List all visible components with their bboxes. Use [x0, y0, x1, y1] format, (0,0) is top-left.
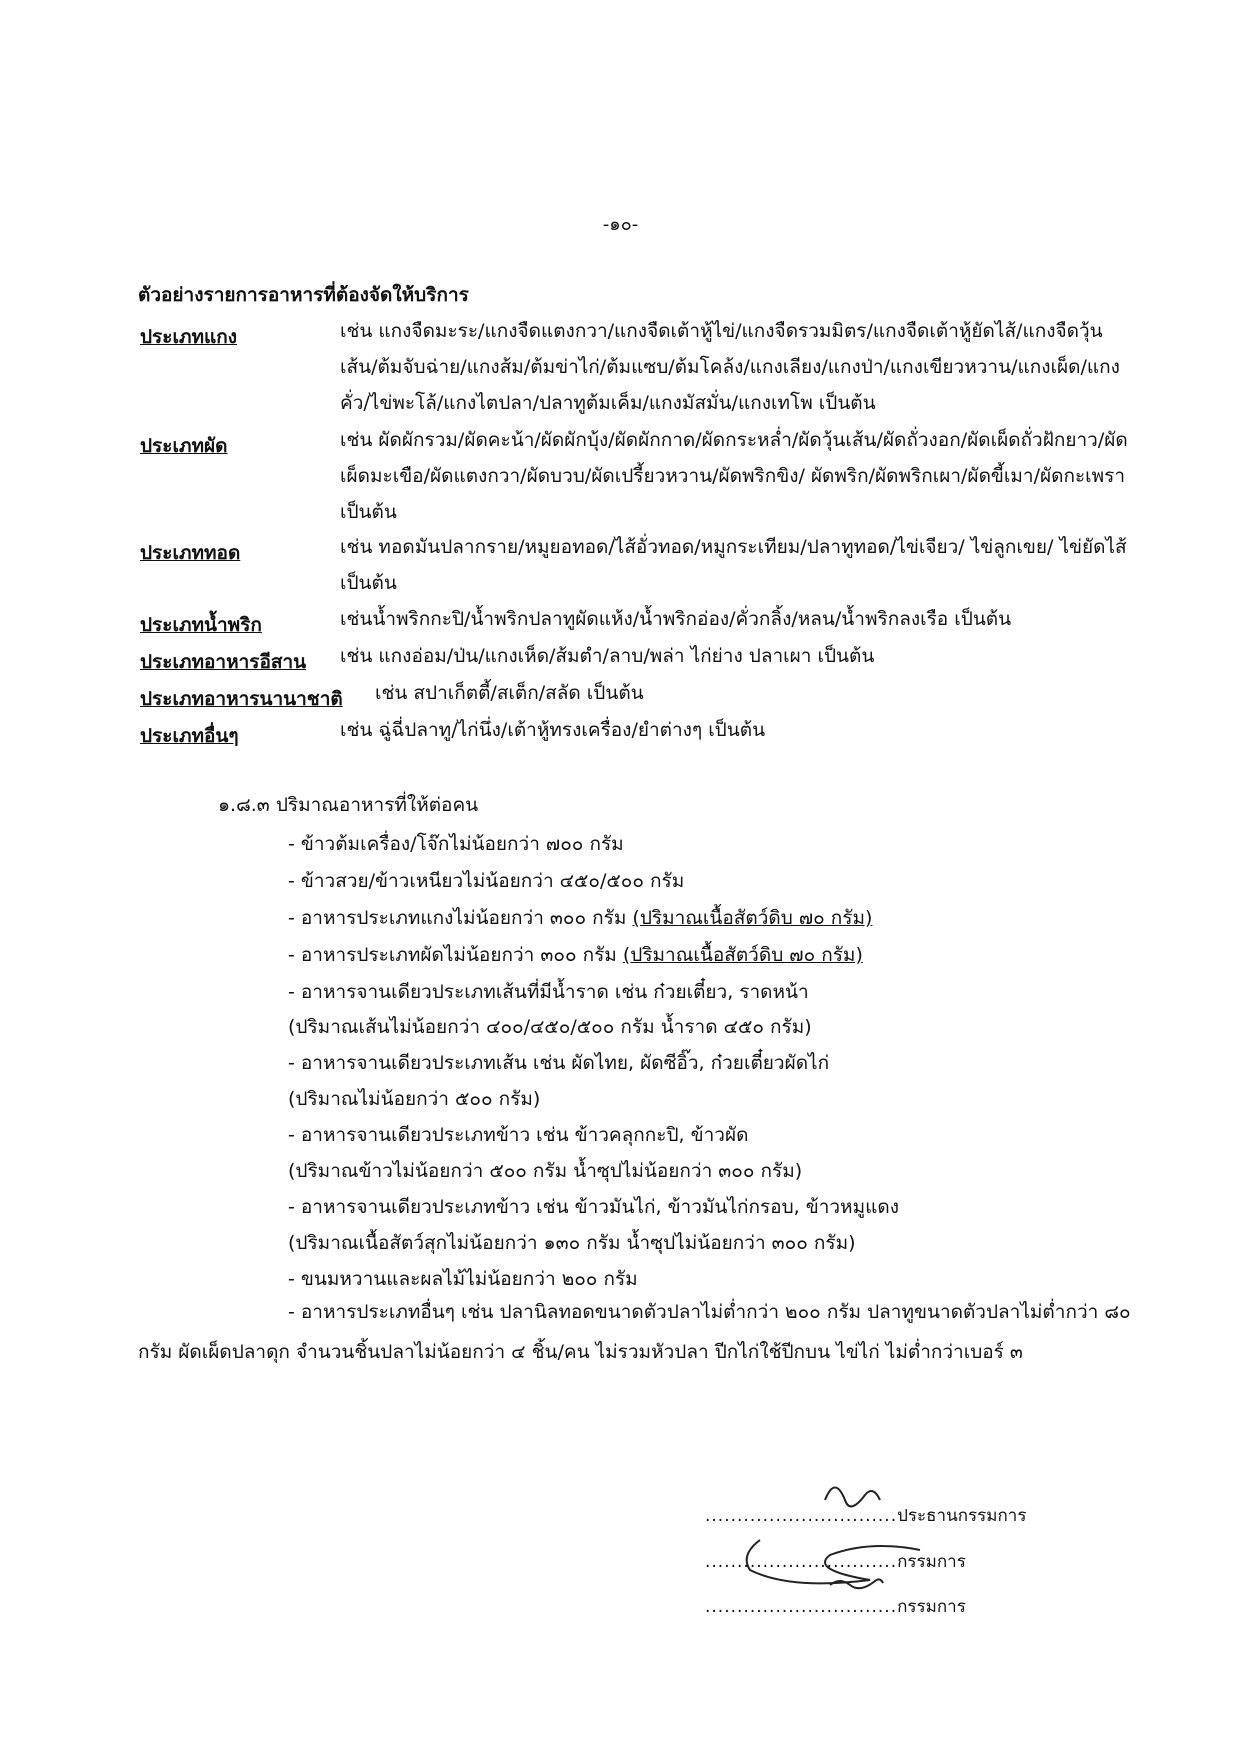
portion-item	[288, 903, 872, 933]
portion-item: - ข้าวต้มเครื่อง/โจ๊กไม่น้อยกว่า ๗๐๐ กรัม	[288, 833, 624, 855]
category-text-others: เช่น ฉู่ฉี่ปลาทู/ไก่นึ่ง/เต้าหู้ทรงเครื่อง/ยำต่างๆ เป็นต้น	[340, 719, 766, 741]
signature-dots: ..............................	[705, 1552, 898, 1572]
signature-line-member-2	[705, 1593, 966, 1620]
signature-role: ประธานกรรมการ	[897, 1506, 1027, 1526]
portion-text: - อาหารประเภทแกงไม่น้อยกว่า ๓๐๐ กรัม	[288, 907, 633, 929]
portion-item: - ขนมหวานและผลไม้ไม่น้อยกว่า ๒๐๐ กรัม	[288, 1268, 638, 1290]
portion-heading: ๑.๘.๓ ปริมาณอาหารที่ให้ต่อคน	[218, 794, 479, 816]
category-label-stirfry: ประเภทผัด	[140, 435, 228, 457]
signature-role: กรรมการ	[897, 1597, 966, 1617]
category-label-others: ประเภทอื่นๆ	[140, 725, 239, 747]
signature-dots: ..............................	[705, 1506, 898, 1526]
portion-item: - อาหารจานเดียวประเภทเส้นที่มีน้ำราด เช่น ก๋วยเตี๋ยว, ราดหน้า	[288, 981, 809, 1003]
category-label-chili-paste: ประเภทน้ำพริก	[140, 614, 262, 636]
portion-item: - อาหารจานเดียวประเภทข้าว เช่น ข้าวมันไก่, ข้าวมันไก่กรอบ, ข้าวหมูแดง	[288, 1196, 899, 1218]
category-text-stirfry: เช่น ผัดผักรวม/ผัดคะน้า/ผัดผักบุ้ง/ผัดผักกาด/ผัดกระหล่ำ/ผัดวุ้นเส้น/ผัดถั่วงอก/ผัดเผ็ดถั่วฝักยาว/ผัดเผ็ดมะเขือ/ผัดแตงกวา/ผัดบวบ/ผัดเปรี้ยวหวาน/ผัดพริกขิง/ ผัดพริก/ผัดพริกเผา/ผัดขี้เมา/ผัดกะเพรา เป็นต้น	[340, 429, 1128, 523]
section-heading: ตัวอย่างรายการอาหารที่ต้องจัดให้บริการ	[138, 284, 469, 306]
category-text-isan: เช่น แกงอ่อม/ป่น/แกงเห็ด/ส้มตำ/ลาบ/พล่า ไก่ย่าง ปลาเผา เป็นต้น	[340, 645, 875, 667]
category-text-chili-paste: เช่นน้ำพริกกะปิ/น้ำพริกปลาทูผัดแห้ง/น้ำพริกอ่อง/คั่วกลิ้ง/หลน/น้ำพริกลงเรือ เป็นต้น	[340, 608, 1012, 630]
page-number: -๑๐-	[602, 214, 639, 235]
category-label-international: ประเภทอาหารนานาชาติ	[140, 688, 343, 710]
category-label-isan: ประเภทอาหารอีสาน	[140, 651, 307, 673]
portion-note: (ปริมาณเนื้อสัตว์ดิบ ๗๐ กรัม)	[622, 944, 863, 966]
portion-text: - อาหารประเภทผัดไม่น้อยกว่า ๓๐๐ กรัม	[288, 944, 623, 966]
signature-role: กรรมการ	[897, 1552, 966, 1572]
portion-note: (ปริมาณเนื้อสัตว์ดิบ ๗๐ กรัม)	[632, 907, 873, 929]
category-label-curry: ประเภทแกง	[140, 326, 238, 348]
signature-line-member-1	[705, 1548, 966, 1575]
portion-detail: (ปริมาณเส้นไม่น้อยกว่า ๔๐๐/๔๕๐/๕๐๐ กรัม น้ำราด ๔๕๐ กรัม)	[288, 1016, 812, 1038]
portion-item: - อาหารจานเดียวประเภทข้าว เช่น ข้าวคลุกกะปิ, ข้าวผัด	[288, 1124, 749, 1146]
signature-line-chair	[705, 1502, 1026, 1529]
category-label-fried: ประเภททอด	[140, 542, 241, 564]
portion-paragraph: - อาหารประเภทอื่นๆ เช่น ปลานิลทอดขนาดตัวปลาไม่ต่ำกว่า ๒๐๐ กรัม ปลาทูขนาดตัวปลาไม่ต่ำกว่า ๘๐ กรัม ผัดเผ็ดปลาดุก จำนวนชิ้นปลาไม่น้อยกว่า ๔ ชิ้น/คน ไม่รวมหัวปลา ปีกไก่ใช้ปีกบน ไข่ไก่ ไม่ต่ำกว่าเบอร์ ๓	[138, 1301, 1131, 1363]
portion-item: - ข้าวสวย/ข้าวเหนียวไม่น้อยกว่า ๔๕๐/๕๐๐ กรัม	[288, 870, 685, 892]
portion-item: - อาหารจานเดียวประเภทเส้น เช่น ผัดไทย, ผัดซีอิ๊ว, ก๋วยเตี๋ยวผัดไก่	[288, 1052, 830, 1074]
category-text-curry: เช่น แกงจืดมะระ/แกงจืดแตงกวา/แกงจืดเต้าหู้ไข่/แกงจืดรวมมิตร/แกงจืดเต้าหู้ยัดไส้/แกงจืดวุ้นเส้น/ต้มจับฉ่าย/แกงส้ม/ต้มข่าไก่/ต้มแซบ/ต้มโคล้ง/แกงเลียง/แกงป่า/แกงเขียวหวาน/แกงเผ็ด/แกงคั่ว/ไข่พะโล้/แกงไตปลา/ปลาทูต้มเค็ม/แกงมัสมั่น/แกงเทโพ เป็นต้น	[340, 320, 1120, 414]
portion-item	[288, 940, 863, 970]
portion-detail: (ปริมาณข้าวไม่น้อยกว่า ๕๐๐ กรัม น้ำซุปไม่น้อยกว่า ๓๐๐ กรัม)	[288, 1160, 803, 1182]
category-text-international: เช่น สปาเก็ตตี้/สเต็ก/สลัด เป็นต้น	[375, 682, 644, 704]
portion-detail: (ปริมาณเนื้อสัตว์สุกไม่น้อยกว่า ๑๓๐ กรัม น้ำซุปไม่น้อยกว่า ๓๐๐ กรัม)	[288, 1232, 856, 1254]
category-text-fried: เช่น ทอดมันปลากราย/หมูยอทอด/ไส้อั่วทอด/หมูกระเทียม/ปลาทูทอด/ไข่เจียว/ ไข่ลูกเขย/ ไข่ยัดไส้ เป็นต้น	[340, 536, 1127, 594]
signature-dots: ..............................	[705, 1597, 898, 1617]
portion-detail: (ปริมาณไม่น้อยกว่า ๕๐๐ กรัม)	[288, 1088, 541, 1110]
